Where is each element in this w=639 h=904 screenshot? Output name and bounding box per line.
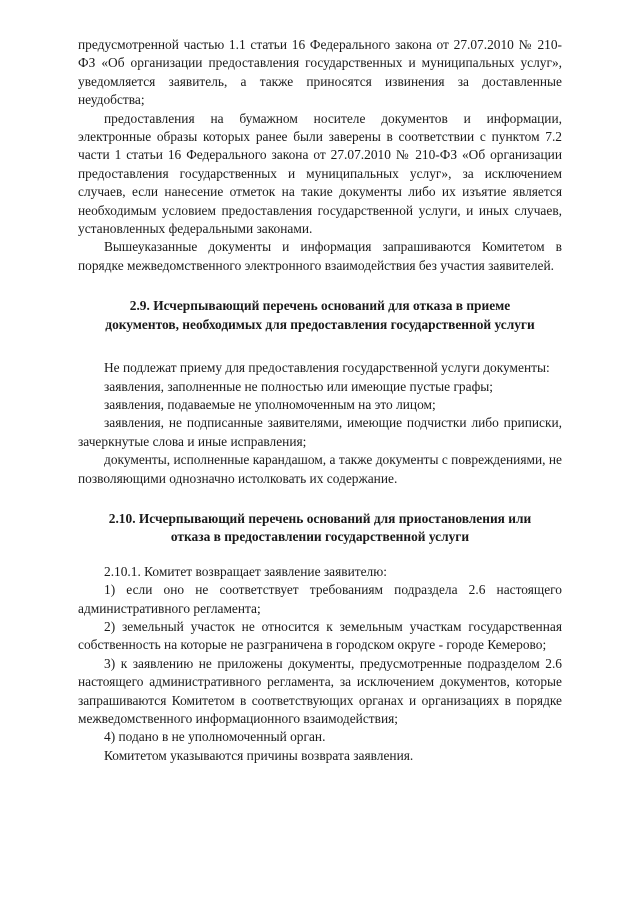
paragraph-return-intro: 2.10.1. Комитет возвращает заявление заявителю:: [104, 563, 387, 579]
paragraph-return-reasons: Комитетом указываются причины возврата заявления.: [104, 747, 414, 763]
paragraph-paper-documents: предоставления на бумажном носителе документов и информации, электронные образы которых ранее были заверены в соответствии с пунктом 7.2 части 1 статьи 16 Федерального закона от 27.07.2010 № 210-ФЗ «Об организации предоставления государственных и муниципальных услуг», за исключением случаев, если нанесение отметок на такие документы либо их изъятие является необходимым условием предоставления государственной услуги, и иных случаев, установленных федеральными законами.: [78, 110, 562, 237]
list-item: документы, исполненные карандашом, а также документы с повреждениями, не позволяющими однозначно истолковать их содержание.: [78, 452, 562, 486]
list-item: заявления, заполненные не полностью или имеющие пустые графы;: [104, 378, 493, 394]
list-item: 4) подано в не уполномоченный орган.: [104, 729, 326, 745]
list-item: 1) если оно не соответствует требованиям подраздела 2.6 настоящего административного регламента;: [78, 582, 562, 616]
section-heading-2-10: 2.10. Исчерпывающий перечень оснований для приостановления или отказа в предоставлении государственной услуги: [108, 510, 532, 545]
list-item: 3) к заявлению не приложены документы, предусмотренные подразделом 2.6 настоящего административного регламента, за исключением документов, которые запрашиваются Комитетом в соответствующих органах и организациях в порядке межведомственного информационного взаимодействия;: [78, 655, 562, 726]
document-page: [78, 36, 562, 765]
list-item: заявления, не подписанные заявителями, имеющие подчистки либо приписки, зачеркнутые слова и иные исправления;: [78, 415, 562, 449]
paragraph-refusal-intro: Не подлежат приему для предоставления государственной услуги документы:: [104, 360, 550, 376]
list-item: 2) земельный участок не относится к земельным участкам государственная собственность на которые не разграничена в городском округе - городе Кемерово;: [78, 618, 562, 653]
list-item: заявления, подаваемые не уполномоченным на это лицом;: [104, 396, 436, 412]
section-heading-2-9: 2.9. Исчерпывающий перечень оснований для отказа в приеме документов, необходимых для предоставления государственной услуги: [105, 298, 535, 332]
paragraph-continuation: предусмотренной частью 1.1 статьи 16 Федерального закона от 27.07.2010 № 210-ФЗ «Об организации предоставления государственных и муниципальных услуг», уведомляется заявитель, а также приносятся извинения за доставленные неудобства;: [78, 37, 562, 108]
paragraph-interagency-request: Вышеуказанные документы и информация запрашиваются Комитетом в порядке межведомственного электронного взаимодействия без участия заявителей.: [78, 239, 562, 273]
